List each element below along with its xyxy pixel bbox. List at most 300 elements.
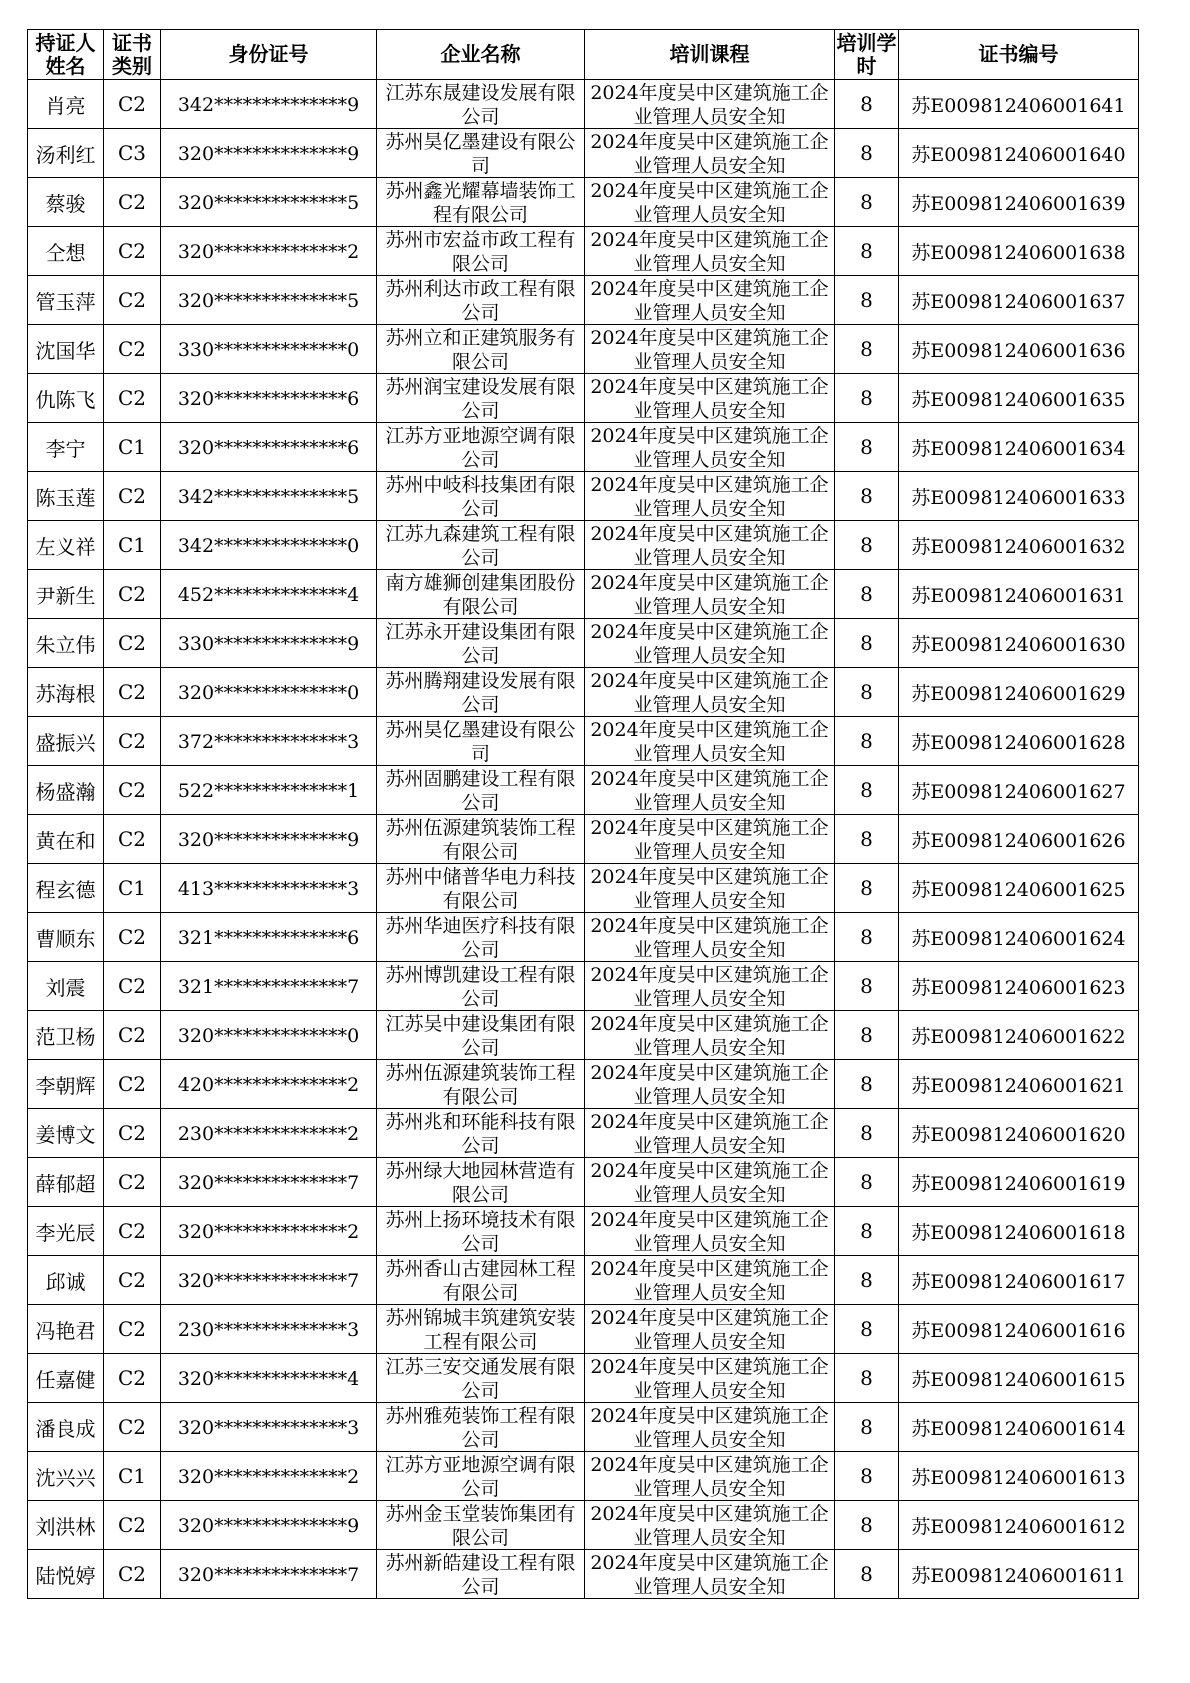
cell-company [377, 129, 585, 178]
header-category: 证书类别 [104, 30, 161, 80]
cell-course [585, 570, 835, 619]
cell-hours-text: 8 [860, 1268, 873, 1292]
cell-id-number [161, 1550, 377, 1599]
cell-cert-no [899, 766, 1139, 815]
cell-hours [835, 668, 899, 717]
cell-category [104, 1011, 161, 1060]
cell-company [377, 227, 585, 276]
cell-company [377, 1158, 585, 1207]
cell-cert-no [899, 1256, 1139, 1305]
cell-id-number [161, 129, 377, 178]
cell-course-text: 2024年度吴中区建筑施工企业管理人员安全知 [590, 719, 829, 764]
cell-category-text: C1 [117, 533, 147, 557]
cell-company [377, 619, 585, 668]
cell-course-text: 2024年度吴中区建筑施工企业管理人员安全知 [590, 425, 829, 470]
cell-hours [835, 1305, 899, 1354]
cell-name-text: 姜博文 [35, 1122, 96, 1147]
cell-course [585, 129, 835, 178]
cell-hours-text: 8 [860, 533, 873, 557]
cell-hours [835, 815, 899, 864]
cell-name-text: 管玉萍 [35, 289, 96, 314]
cell-company [377, 374, 585, 423]
table-row [28, 570, 1139, 619]
cell-cert-no-text: 苏E009812406001639 [911, 192, 1126, 215]
cell-hours [835, 1011, 899, 1060]
cell-course [585, 1550, 835, 1599]
cell-id-number-text: 230**************3 [177, 1319, 360, 1341]
cell-category-text: C2 [117, 484, 147, 508]
cell-course [585, 1305, 835, 1354]
cell-cert-no-text: 苏E009812406001611 [911, 1564, 1126, 1587]
cell-company-text: 江苏方亚地源空调有限公司 [385, 425, 576, 470]
cell-company-text: 苏州金玉堂装饰集团有限公司 [385, 1503, 576, 1548]
table-row [28, 80, 1139, 129]
cell-category-text: C2 [117, 239, 147, 263]
cell-course [585, 668, 835, 717]
table-row [28, 1207, 1139, 1256]
cell-name [28, 766, 104, 815]
cell-course [585, 1452, 835, 1501]
cell-company [377, 1452, 585, 1501]
cell-id-number [161, 1158, 377, 1207]
cell-cert-no-text: 苏E009812406001631 [911, 584, 1126, 607]
cell-cert-no [899, 1452, 1139, 1501]
cell-category [104, 1354, 161, 1403]
table-row [28, 766, 1139, 815]
cell-id-number-text: 230**************2 [177, 1123, 360, 1145]
cell-id-number [161, 815, 377, 864]
cell-category [104, 815, 161, 864]
table-row [28, 1060, 1139, 1109]
cell-company-text: 苏州伍源建筑装饰工程有限公司 [385, 1062, 576, 1107]
cell-cert-no [899, 1305, 1139, 1354]
cell-company-text: 苏州鑫光耀幕墙装饰工程有限公司 [385, 180, 576, 225]
cell-course [585, 1403, 835, 1452]
cell-cert-no-text: 苏E009812406001632 [911, 535, 1126, 558]
cell-hours-text: 8 [860, 582, 873, 606]
cell-category [104, 80, 161, 129]
cell-category [104, 472, 161, 521]
cell-id-number-text: 320**************0 [177, 1025, 360, 1047]
table-row [28, 1452, 1139, 1501]
cell-name [28, 1256, 104, 1305]
cell-cert-no [899, 1501, 1139, 1550]
cell-id-number-text: 342**************5 [177, 486, 360, 508]
cell-hours [835, 864, 899, 913]
cell-company [377, 1109, 585, 1158]
cell-hours-text: 8 [860, 190, 873, 214]
cell-course-text: 2024年度吴中区建筑施工企业管理人员安全知 [590, 1356, 829, 1401]
cell-category-text: C2 [117, 1415, 147, 1439]
cell-course [585, 815, 835, 864]
table-row [28, 423, 1139, 472]
cell-id-number [161, 1207, 377, 1256]
cell-company [377, 570, 585, 619]
cell-id-number-text: 320**************6 [177, 437, 360, 459]
cell-name-text: 潘良成 [35, 1416, 96, 1441]
cell-company-text: 苏州中岐科技集团有限公司 [385, 474, 576, 519]
cell-cert-no-text: 苏E009812406001621 [911, 1074, 1126, 1097]
cell-course-text: 2024年度吴中区建筑施工企业管理人员安全知 [590, 1209, 829, 1254]
cell-hours-text: 8 [860, 827, 873, 851]
cell-course-text: 2024年度吴中区建筑施工企业管理人员安全知 [590, 670, 829, 715]
cell-name-text: 沈兴兴 [35, 1465, 96, 1490]
cell-hours [835, 717, 899, 766]
cell-name [28, 668, 104, 717]
cell-hours [835, 570, 899, 619]
cell-company-text: 苏州昊亿墨建设有限公司 [385, 131, 576, 176]
table-row [28, 129, 1139, 178]
cell-hours-text: 8 [860, 1366, 873, 1390]
cell-category [104, 1060, 161, 1109]
cell-hours [835, 913, 899, 962]
cell-category-text: C2 [117, 190, 147, 214]
table-row [28, 521, 1139, 570]
cell-id-number-text: 342**************9 [177, 94, 360, 116]
cell-name [28, 178, 104, 227]
cell-company [377, 1501, 585, 1550]
cell-category-text: C2 [117, 729, 147, 753]
cell-company-text: 苏州利达市政工程有限公司 [385, 278, 576, 323]
table-row [28, 1109, 1139, 1158]
cell-id-number-text: 330**************0 [177, 339, 360, 361]
cell-cert-no-text: 苏E009812406001627 [911, 780, 1126, 803]
cell-cert-no-text: 苏E009812406001633 [911, 486, 1126, 509]
cell-cert-no [899, 962, 1139, 1011]
cell-category-text: C1 [117, 1464, 147, 1488]
table-row [28, 962, 1139, 1011]
cell-company-text: 苏州绿大地园林营造有限公司 [385, 1160, 576, 1205]
cell-cert-no [899, 1354, 1139, 1403]
cell-cert-no [899, 913, 1139, 962]
cell-cert-no-text: 苏E009812406001612 [911, 1515, 1126, 1538]
cell-name [28, 1060, 104, 1109]
cell-hours-text: 8 [860, 1562, 873, 1586]
cell-id-number-text: 320**************7 [177, 1172, 360, 1194]
cell-company-text: 江苏东晟建设发展有限公司 [385, 82, 576, 127]
cell-id-number [161, 913, 377, 962]
cell-name-text: 冯艳君 [35, 1318, 96, 1343]
cell-company [377, 472, 585, 521]
cell-category-text: C2 [117, 1121, 147, 1145]
cell-course-text: 2024年度吴中区建筑施工企业管理人员安全知 [590, 229, 829, 274]
cell-id-number [161, 472, 377, 521]
cell-category [104, 129, 161, 178]
cell-company [377, 1354, 585, 1403]
cell-company [377, 1060, 585, 1109]
cell-cert-no [899, 1550, 1139, 1599]
cell-id-number-text: 320**************2 [177, 1221, 360, 1243]
cell-id-number [161, 374, 377, 423]
cell-name [28, 619, 104, 668]
cell-course [585, 1060, 835, 1109]
cell-company-text: 苏州博凯建设工程有限公司 [385, 964, 576, 1009]
cell-name-text: 薛郁超 [35, 1171, 96, 1196]
cell-name [28, 570, 104, 619]
cell-id-number [161, 276, 377, 325]
cell-cert-no-text: 苏E009812406001616 [911, 1319, 1126, 1342]
cell-hours [835, 521, 899, 570]
cell-hours-text: 8 [860, 1121, 873, 1145]
cell-company-text: 苏州固鹏建设工程有限公司 [385, 768, 576, 813]
cell-id-number-text: 320**************2 [177, 241, 360, 263]
cell-course-text: 2024年度吴中区建筑施工企业管理人员安全知 [590, 1503, 829, 1548]
cell-course-text: 2024年度吴中区建筑施工企业管理人员安全知 [590, 523, 829, 568]
cell-id-number-text: 320**************7 [177, 1564, 360, 1586]
cell-name [28, 913, 104, 962]
cell-id-number [161, 668, 377, 717]
cell-course-text: 2024年度吴中区建筑施工企业管理人员安全知 [590, 376, 829, 421]
cell-name-text: 黄在和 [35, 828, 96, 853]
cell-category [104, 1207, 161, 1256]
cell-cert-no-text: 苏E009812406001622 [911, 1025, 1126, 1048]
cell-id-number-text: 320**************9 [177, 1515, 360, 1537]
cell-company [377, 1403, 585, 1452]
cell-category-text: C1 [117, 876, 147, 900]
cell-course [585, 1354, 835, 1403]
cell-name [28, 1501, 104, 1550]
cell-name-text: 仝想 [45, 240, 86, 265]
cell-company-text: 江苏永开建设集团有限公司 [385, 621, 576, 666]
cell-course-text: 2024年度吴中区建筑施工企业管理人员安全知 [590, 1111, 829, 1156]
cell-course [585, 1109, 835, 1158]
cell-company-text: 苏州昊亿墨建设有限公司 [385, 719, 576, 764]
cell-hours-text: 8 [860, 92, 873, 116]
cell-category-text: C2 [117, 925, 147, 949]
cell-cert-no [899, 815, 1139, 864]
cell-hours [835, 472, 899, 521]
cell-category [104, 325, 161, 374]
cell-cert-no [899, 374, 1139, 423]
cell-hours-text: 8 [860, 337, 873, 361]
table-row [28, 864, 1139, 913]
cell-company-text: 苏州新皓建设工程有限公司 [385, 1552, 576, 1597]
cell-id-number [161, 423, 377, 472]
table-row [28, 276, 1139, 325]
table-row [28, 1256, 1139, 1305]
cell-course [585, 374, 835, 423]
cell-id-number-text: 320**************5 [177, 290, 360, 312]
cell-company-text: 江苏三安交通发展有限公司 [385, 1356, 576, 1401]
cell-cert-no-text: 苏E009812406001638 [911, 241, 1126, 264]
cell-cert-no [899, 1011, 1139, 1060]
cell-cert-no [899, 178, 1139, 227]
cell-category [104, 1305, 161, 1354]
cell-hours-text: 8 [860, 1023, 873, 1047]
header-id-number: 身份证号 [161, 30, 377, 80]
cell-course [585, 276, 835, 325]
cell-hours-text: 8 [860, 435, 873, 459]
cell-id-number-text: 320**************4 [177, 1368, 360, 1390]
cell-course-text: 2024年度吴中区建筑施工企业管理人员安全知 [590, 866, 829, 911]
cell-id-number [161, 1501, 377, 1550]
cell-company-text: 江苏九森建筑工程有限公司 [385, 523, 576, 568]
cell-course [585, 423, 835, 472]
cell-cert-no [899, 619, 1139, 668]
cell-company-text: 苏州市宏益市政工程有限公司 [385, 229, 576, 274]
cell-hours-text: 8 [860, 1170, 873, 1194]
cell-company [377, 276, 585, 325]
cell-company [377, 1550, 585, 1599]
table-row [28, 1501, 1139, 1550]
cell-cert-no [899, 80, 1139, 129]
cell-hours-text: 8 [860, 1415, 873, 1439]
cell-course [585, 717, 835, 766]
cell-company-text: 苏州兆和环能科技有限公司 [385, 1111, 576, 1156]
cell-cert-no [899, 864, 1139, 913]
cell-hours [835, 80, 899, 129]
cell-name-text: 李朝辉 [35, 1073, 96, 1098]
cell-hours-text: 8 [860, 876, 873, 900]
cell-name-text: 肖亮 [45, 93, 86, 118]
table-row [28, 1354, 1139, 1403]
cell-hours-text: 8 [860, 1072, 873, 1096]
cell-cert-no [899, 227, 1139, 276]
cell-company-text: 南方雄狮创建集团股份有限公司 [385, 572, 576, 617]
cell-hours [835, 1452, 899, 1501]
cell-hours [835, 276, 899, 325]
cell-name-text: 汤利红 [35, 142, 96, 167]
cell-course [585, 80, 835, 129]
cell-course-text: 2024年度吴中区建筑施工企业管理人员安全知 [590, 131, 829, 176]
cell-id-number [161, 1403, 377, 1452]
cell-hours-text: 8 [860, 729, 873, 753]
cell-hours-text: 8 [860, 631, 873, 655]
cell-name [28, 1158, 104, 1207]
cell-name-text: 刘震 [45, 975, 86, 1000]
cell-hours-text: 8 [860, 778, 873, 802]
cell-course [585, 1158, 835, 1207]
cell-cert-no-text: 苏E009812406001635 [911, 388, 1126, 411]
cell-course-text: 2024年度吴中区建筑施工企业管理人员安全知 [590, 915, 829, 960]
cell-cert-no-text: 苏E009812406001636 [911, 339, 1126, 362]
cell-hours [835, 1354, 899, 1403]
cell-id-number [161, 766, 377, 815]
cell-course [585, 1501, 835, 1550]
cell-company [377, 668, 585, 717]
cell-id-number-text: 320**************6 [177, 388, 360, 410]
cell-name-text: 邱诚 [45, 1269, 86, 1294]
cell-company-text: 苏州雅苑装饰工程有限公司 [385, 1405, 576, 1450]
cell-id-number [161, 864, 377, 913]
cell-hours [835, 766, 899, 815]
cell-cert-no [899, 1403, 1139, 1452]
cell-course-text: 2024年度吴中区建筑施工企业管理人员安全知 [590, 964, 829, 1009]
cell-category [104, 276, 161, 325]
cell-hours [835, 962, 899, 1011]
cell-course [585, 521, 835, 570]
cell-id-number-text: 452**************4 [177, 584, 360, 606]
cell-category-text: C2 [117, 1170, 147, 1194]
cell-name [28, 472, 104, 521]
cell-company-text: 江苏吴中建设集团有限公司 [385, 1013, 576, 1058]
cell-category [104, 1550, 161, 1599]
cell-cert-no [899, 668, 1139, 717]
cell-category-text: C2 [117, 337, 147, 361]
table-row [28, 619, 1139, 668]
cell-name-text: 盛振兴 [35, 730, 96, 755]
cell-category-text: C1 [117, 435, 147, 459]
cell-id-number [161, 178, 377, 227]
cell-name-text: 蔡骏 [45, 191, 86, 216]
cell-name [28, 276, 104, 325]
cell-name-text: 杨盛瀚 [35, 779, 96, 804]
cell-cert-no [899, 1109, 1139, 1158]
cell-name-text: 曹顺东 [35, 926, 96, 951]
cell-category-text: C2 [117, 1268, 147, 1292]
cell-name [28, 423, 104, 472]
cell-category [104, 668, 161, 717]
header-course: 培训课程 [585, 30, 835, 80]
cell-course-text: 2024年度吴中区建筑施工企业管理人员安全知 [590, 817, 829, 862]
cell-category-text: C2 [117, 680, 147, 704]
cell-hours-text: 8 [860, 141, 873, 165]
cell-category [104, 1452, 161, 1501]
cell-cert-no-text: 苏E009812406001620 [911, 1123, 1126, 1146]
cell-id-number [161, 1109, 377, 1158]
table-row [28, 178, 1139, 227]
cell-name [28, 717, 104, 766]
cell-cert-no [899, 717, 1139, 766]
cell-name [28, 962, 104, 1011]
cell-hours [835, 1060, 899, 1109]
cell-id-number-text: 320**************2 [177, 1466, 360, 1488]
cell-name [28, 1011, 104, 1060]
cell-hours [835, 1501, 899, 1550]
cell-category-text: C3 [117, 141, 147, 165]
cell-category-text: C2 [117, 1072, 147, 1096]
cell-cert-no-text: 苏E009812406001614 [911, 1417, 1126, 1440]
cell-cert-no-text: 苏E009812406001613 [911, 1466, 1126, 1489]
cell-name [28, 1109, 104, 1158]
cell-cert-no-text: 苏E009812406001625 [911, 878, 1126, 901]
cell-company-text: 苏州香山古建园林工程有限公司 [385, 1258, 576, 1303]
cell-category [104, 962, 161, 1011]
cell-name [28, 521, 104, 570]
cell-cert-no [899, 521, 1139, 570]
cell-course [585, 913, 835, 962]
cell-category-text: C2 [117, 386, 147, 410]
cell-name-text: 仇陈飞 [35, 387, 96, 412]
cell-id-number-text: 320**************9 [177, 143, 360, 165]
cell-id-number [161, 717, 377, 766]
cell-cert-no [899, 129, 1139, 178]
cell-category [104, 423, 161, 472]
cell-cert-no [899, 276, 1139, 325]
cell-id-number [161, 1011, 377, 1060]
cell-company [377, 864, 585, 913]
cell-course-text: 2024年度吴中区建筑施工企业管理人员安全知 [590, 474, 829, 519]
certificate-table [27, 29, 1139, 1599]
table-row [28, 815, 1139, 864]
cell-name [28, 1452, 104, 1501]
cell-company [377, 766, 585, 815]
cell-category [104, 1158, 161, 1207]
cell-category-text: C2 [117, 92, 147, 116]
table-row [28, 227, 1139, 276]
cell-company [377, 325, 585, 374]
cell-id-number [161, 1305, 377, 1354]
cell-company-text: 江苏方亚地源空调有限公司 [385, 1454, 576, 1499]
cell-hours [835, 227, 899, 276]
cell-company [377, 913, 585, 962]
cell-id-number-text: 522**************1 [177, 780, 360, 802]
cell-name-text: 苏海根 [35, 681, 96, 706]
cell-name-text: 沈国华 [35, 338, 96, 363]
cell-category [104, 521, 161, 570]
cell-category-text: C2 [117, 778, 147, 802]
cell-company [377, 80, 585, 129]
